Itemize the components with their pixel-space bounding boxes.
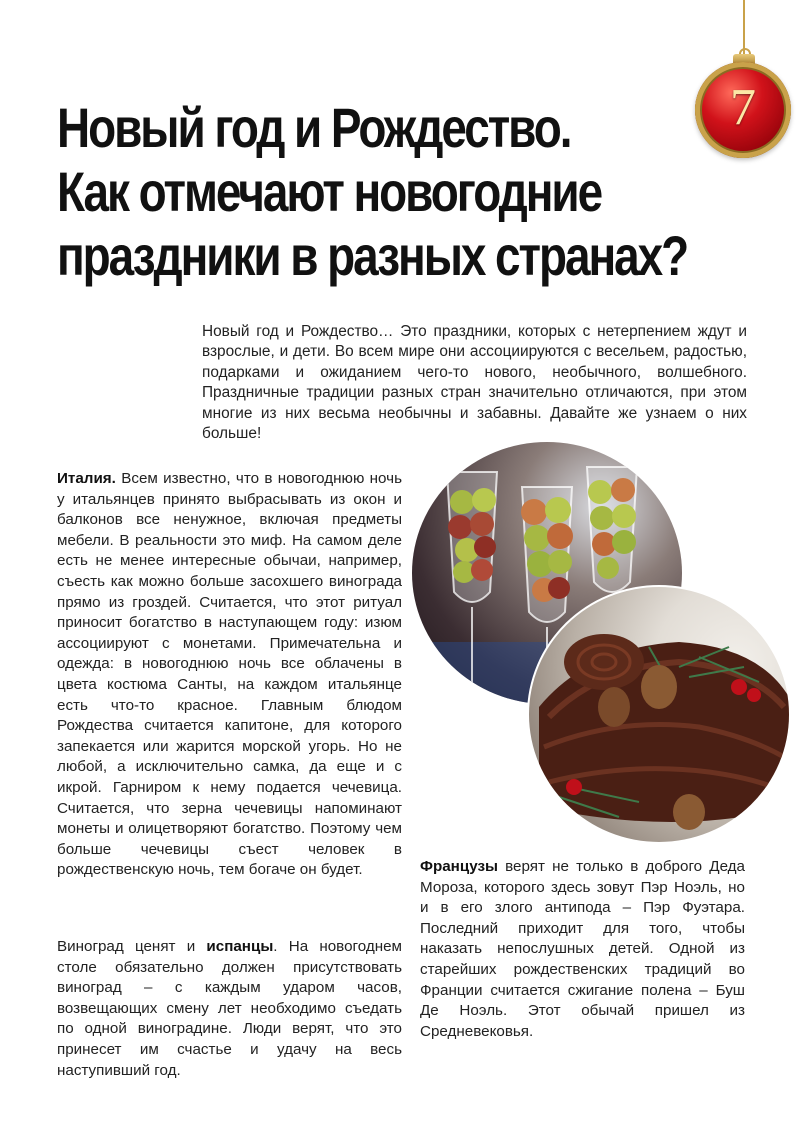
spain-text-before: Виноград ценят и [57, 938, 207, 955]
title-line-2: Как отмечают новогодние [57, 160, 602, 223]
spain-lead: испанцы [206, 938, 274, 955]
italy-text: Всем известно, что в новогоднюю ночь у итальянцев принято выбрасывать из окон и балконов все ненужное, включая предметы мебели. В реальности это миф. На самом деле есть не менее интересные обычаи, например, съесть как можно больше засохшего винограда прямо из гроздей. Считается, что этот ритуал приносит богатство в наступающем году: изюм ассоциируют с монетами. Примечательна и одежда: в новогоднюю ночь все облачены в цвета костюма Санты, на каждом итальянце есть что-то красное. Главным блюдом Рождества считается капитоне, для которого запекается или жарится морской угорь. Но не любой, а исключительно самка, да еще и с икрой. Гарниром к нему подается чечевица. Считается, что зерна чечевицы напоминают монеты и олицетворяют богатство. Поэтому чем больше чечевицы съест человек в рождественскую ночь, тем богаче он будет. [57, 470, 402, 879]
title-line-3: праздники в разных странах? [57, 224, 688, 287]
italy-paragraph [57, 469, 402, 881]
yule-log-cake-photo [527, 585, 791, 844]
page-number: 7 [730, 79, 756, 136]
christmas-ornament-decoration [695, 0, 795, 165]
title-line-1: Новый год и Рождество. [57, 96, 571, 159]
yule-log-illustration [529, 587, 789, 842]
article-title [57, 96, 688, 288]
france-paragraph [420, 857, 745, 1042]
intro-paragraph: Новый год и Рождество… Это праздники, которых с нетерпением ждут и взрослые, и дети. Во всем мире они ассоциируются с весельем, радостью, подарками и ожиданием чего-то нового, необычного, волшебного. Праздничные традиции разных стран значительно отличаются, при этом многие из них весьма необычны и забавны. Давайте же узнаем о них больше! [202, 323, 747, 443]
spain-text: . На новогоднем столе обязательно должен присутствовать виноград – с каждым ударом часов, возвещающих смену лет необходимо съедать по одной виноградине. Люди верят, что это принесет им счастье и удачу на весь наступивший год. [57, 938, 402, 1079]
italy-lead: Италия. [57, 470, 116, 487]
france-text: верят не только в доброго Деда Мороза, которого здесь зовут Пэр Ноэль, но и в его злого антипода – Пэр Фуэтара. Последний приходит для того, чтобы наказать непослушных детей. Одной из старейших рождественских традиций во Франции считается сжигание полена – Буш Де Ноэль. Этот обычай пришел из Средневековья. [420, 858, 745, 1040]
spain-paragraph [57, 937, 402, 1081]
ornament-ball [695, 62, 791, 158]
france-lead: Французы [420, 858, 498, 875]
